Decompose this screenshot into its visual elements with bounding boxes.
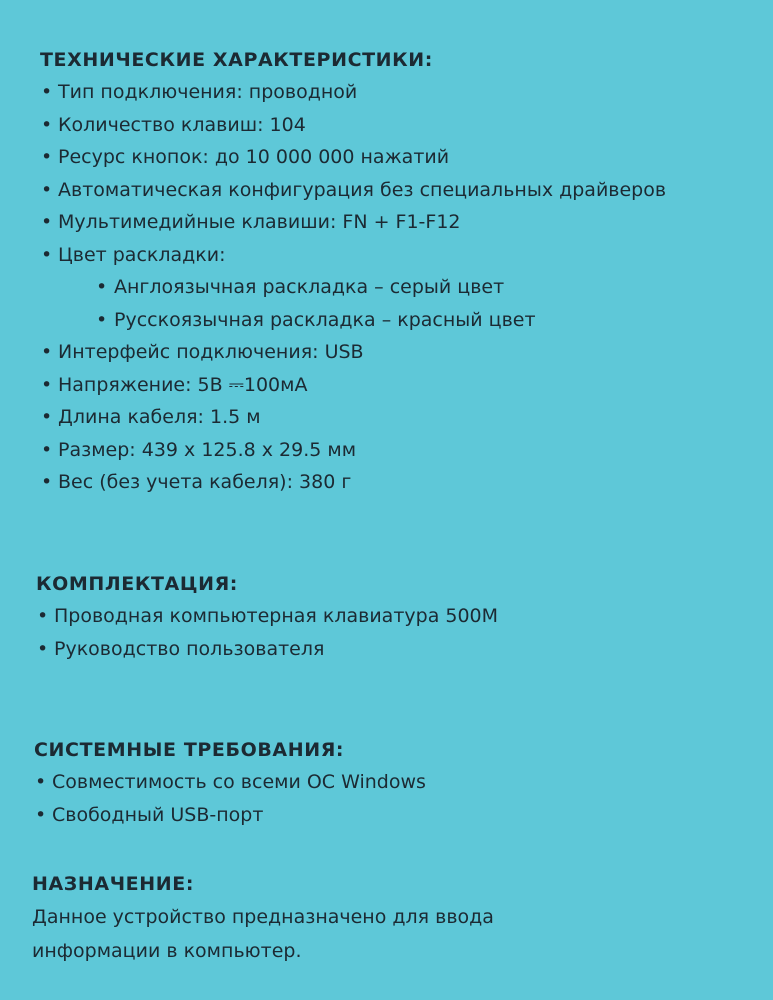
spec-voltage: • Напряжение: 5В ⎓100мА <box>40 369 666 402</box>
contents-manual: • Руководство пользователя <box>36 633 498 666</box>
specifications-section <box>40 44 666 499</box>
system-requirements-list <box>34 766 426 831</box>
specifications-heading: ТЕХНИЧЕСКИЕ ХАРАКТЕРИСТИКИ: <box>40 49 434 71</box>
spec-layout-english: • Англоязычная раскладка – серый цвет <box>40 271 666 304</box>
spec-dimensions: • Размер: 439 x 125.8 x 29.5 мм <box>40 434 666 467</box>
contents-keyboard: • Проводная компьютерная клавиатура 500M <box>36 600 498 633</box>
specifications-list <box>40 76 666 499</box>
spec-auto-config: • Автоматическая конфигурация без специальных драйверов <box>40 174 666 207</box>
spec-layout-color: • Цвет раскладки: <box>40 239 666 272</box>
spec-interface: • Интерфейс подключения: USB <box>40 336 666 369</box>
spec-cable-length: • Длина кабеля: 1.5 м <box>40 401 666 434</box>
purpose-text-line-1: Данное устройство предназначено для ввода <box>32 906 494 928</box>
package-contents-heading: КОМПЛЕКТАЦИЯ: <box>36 573 239 595</box>
package-contents-section <box>36 568 498 665</box>
package-contents-list <box>36 600 498 665</box>
requirement-windows: • Совместимость со всеми ОС Windows <box>34 766 426 799</box>
purpose-text-line-2: информации в компьютер. <box>32 940 302 962</box>
spec-key-lifespan: • Ресурс кнопок: до 10 000 000 нажатий <box>40 141 666 174</box>
spec-multimedia-keys: • Мультимедийные клавиши: FN + F1-F12 <box>40 206 666 239</box>
spec-key-count: • Количество клавиш: 104 <box>40 109 666 142</box>
spec-layout-russian: • Русскоязычная раскладка – красный цвет <box>40 304 666 337</box>
requirement-usb-port: • Свободный USB-порт <box>34 799 426 832</box>
system-requirements-heading: СИСТЕМНЫЕ ТРЕБОВАНИЯ: <box>34 739 345 761</box>
purpose-heading: НАЗНАЧЕНИЕ: <box>32 873 195 895</box>
system-requirements-section <box>34 734 426 831</box>
spec-connection-type: • Тип подключения: проводной <box>40 76 666 109</box>
spec-weight: • Вес (без учета кабеля): 380 г <box>40 466 666 499</box>
purpose-section <box>32 868 494 968</box>
